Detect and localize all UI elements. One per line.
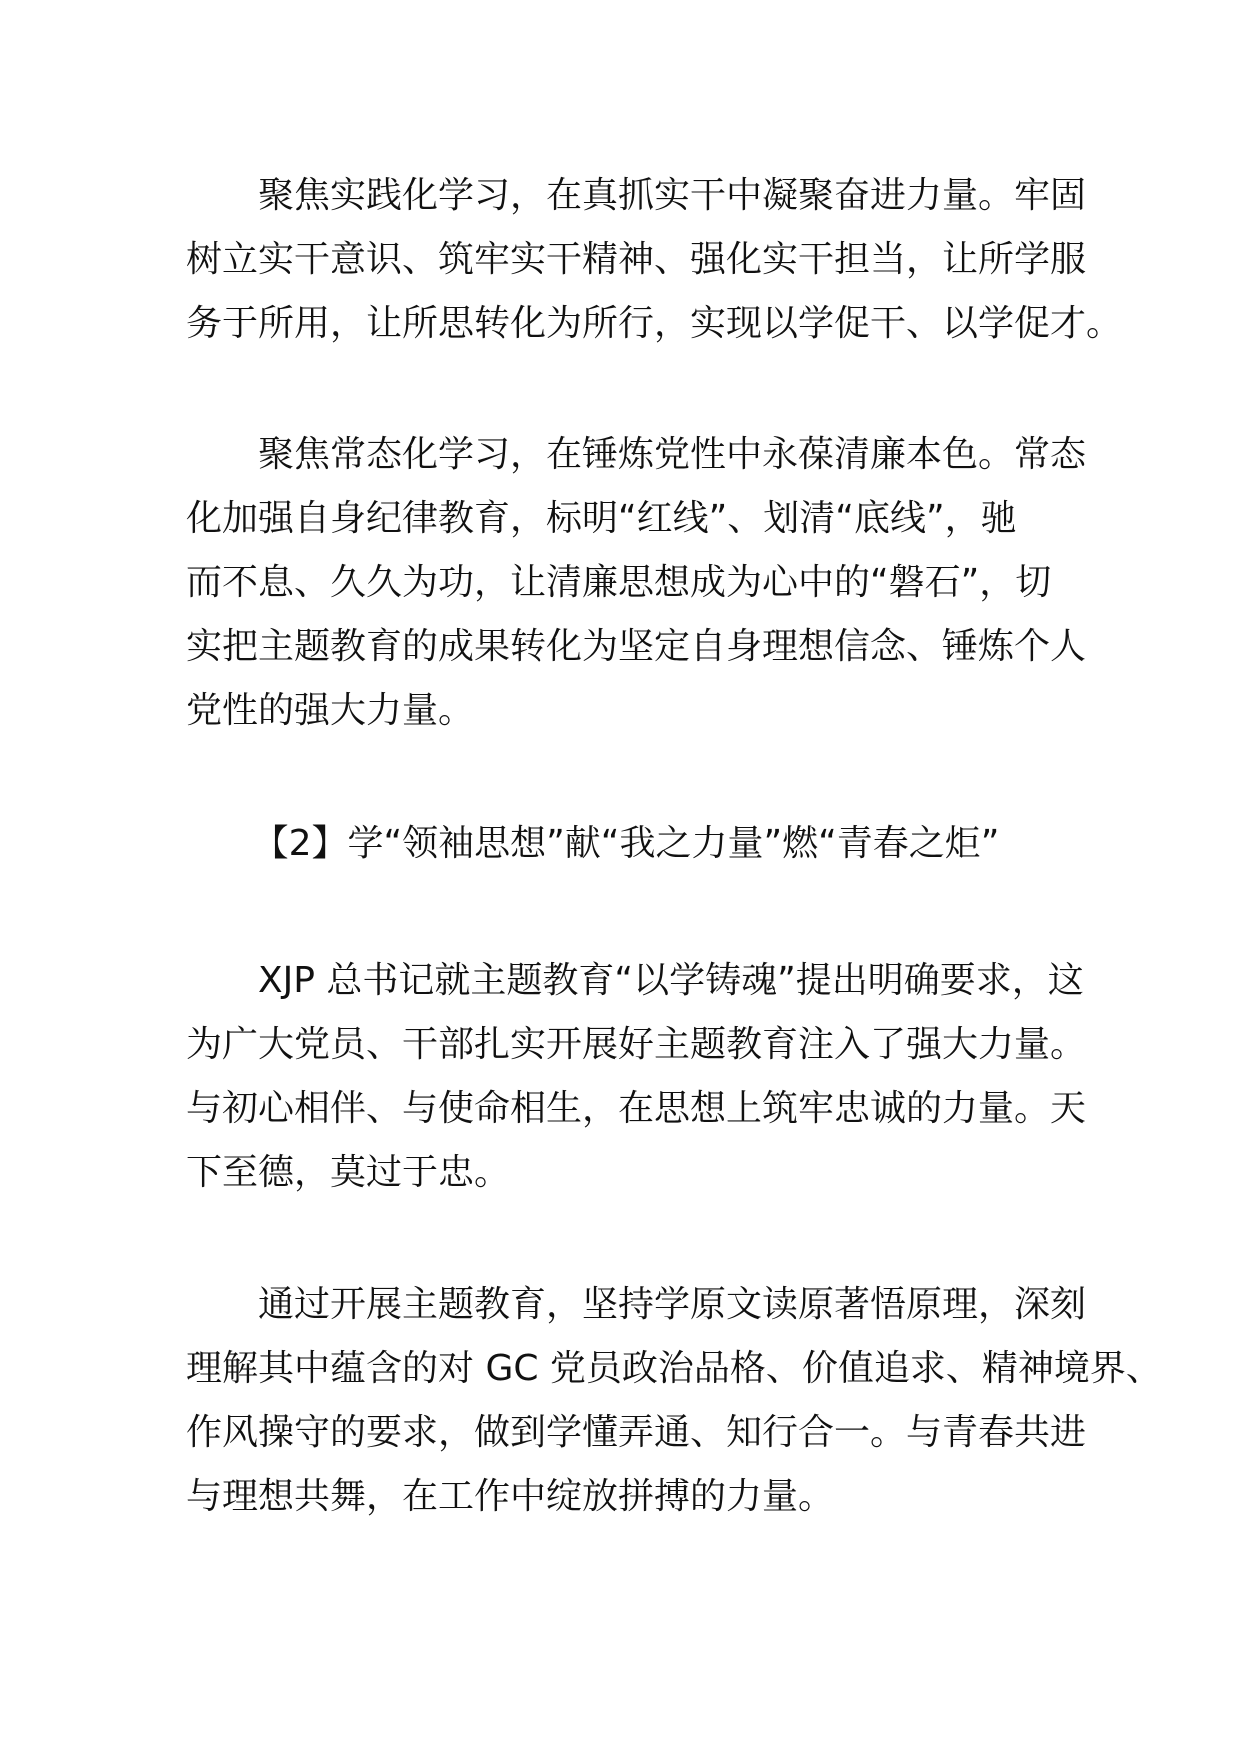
text-line: 通过开展主题教育，坚持学原文读原著悟原理，深刻 xyxy=(258,1284,1087,1325)
text-line: 为广大党员、干部扎实开展好主题教育注入了强大力量。 xyxy=(186,1024,1087,1065)
text-line: 下至德，莫过于忠。 xyxy=(186,1152,511,1193)
text-line: XJP 总书记就主题教育“以学铸魂”提出明确要求，这 xyxy=(258,960,1084,1001)
text-line: 化加强自身纪律教育，标明“红线”、划清“底线”，驰 xyxy=(186,498,1017,539)
text-line: 与初心相伴、与使命相生，在思想上筑牢忠诚的力量。天 xyxy=(186,1088,1087,1129)
paragraph-practical-learning xyxy=(186,164,1123,356)
text-line: 理解其中蕴含的对 GC 党员政治品格、价值追求、精神境界、 xyxy=(186,1348,1162,1389)
text-line: 树立实干意识、筑牢实干精神、强化实干担当，让所学服 xyxy=(186,239,1087,280)
text-line: 而不息、久久为功，让清廉思想成为心中的“磐石”，切 xyxy=(186,562,1052,603)
text-line: 作风操守的要求，做到学懂弄通、知行合一。与青春共进 xyxy=(186,1412,1087,1453)
paragraph-learning-requirements xyxy=(186,949,1087,1205)
section-heading: 【2】学“领袖思想”献“我之力量”燃“青春之炬” xyxy=(252,823,1000,864)
text-line: 聚焦实践化学习，在真抓实干中凝聚奋进力量。牢固 xyxy=(258,175,1087,216)
text-line: 聚焦常态化学习，在锤炼党性中永葆清廉本色。常态 xyxy=(258,434,1087,475)
paragraph-theme-education xyxy=(186,1273,1162,1529)
text-line: 党性的强大力量。 xyxy=(186,690,475,731)
text-line: 实把主题教育的成果转化为坚定自身理想信念、锤炼个人 xyxy=(186,626,1087,667)
text-line: 与理想共舞，在工作中绽放拼搏的力量。 xyxy=(186,1476,835,1517)
text-line: 务于所用，让所思转化为所行，实现以学促干、以学促才。 xyxy=(186,303,1123,344)
paragraph-regular-learning xyxy=(186,423,1087,743)
